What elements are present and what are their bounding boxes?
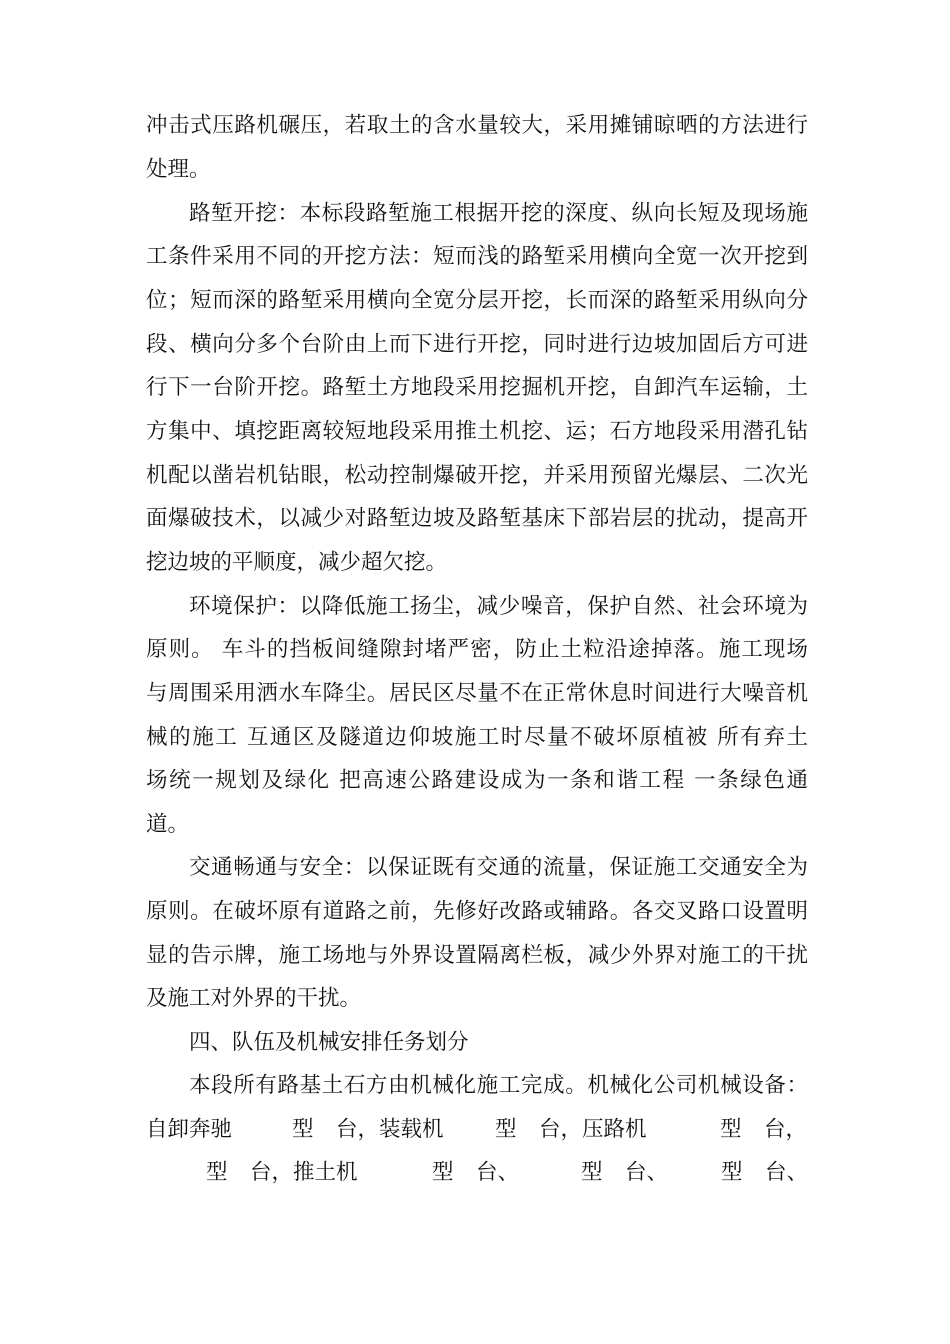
model-label: 型: [721, 1160, 743, 1185]
equipment-row: [146, 1115, 808, 1145]
paragraph-line: 交通畅通与安全：以保证既有交通的流量，保证施工交通安全为: [189, 855, 808, 880]
equipment-label: 自卸奔驰: [146, 1117, 233, 1142]
paragraph-line: 场统一规划及绿化 把高速公路建设成为一条和谐工程 一条绿色通: [146, 768, 808, 793]
paragraph-line: 挖边坡的平顺度，减少超欠挖。: [146, 550, 448, 575]
section-heading: 四、队伍及机械安排任务划分: [189, 1030, 469, 1055]
equipment-label: 台，: [764, 1117, 808, 1142]
paragraph-line: 路堑开挖：本标段路堑施工根据开挖的深度、纵向长短及现场施: [189, 201, 808, 226]
paragraph-line: 道。: [146, 812, 190, 837]
equipment-label: 台、: [476, 1160, 520, 1185]
paragraph-line: 位；短而深的路堑采用横向全宽分层开挖，长而深的路堑采用纵向分: [146, 288, 808, 313]
paragraph-line: 机配以凿岩机钻眼，松动控制爆破开挖，并采用预留光爆层、二次光: [146, 463, 808, 488]
paragraph-line: 面爆破技术，以减少对路堑边坡及路堑基床下部岩层的扰动，提高开: [146, 506, 808, 531]
model-label: 型: [495, 1117, 517, 1142]
paragraph-line: 冲击式压路机碾压，若取土的含水量较大，采用摊铺晾晒的方法进行: [146, 113, 808, 138]
paragraph-line: 工条件采用不同的开挖方法：短而浅的路堑采用横向全宽一次开挖到: [146, 244, 808, 269]
model-label: 型: [720, 1117, 742, 1142]
paragraph-line: 原则。在破坏原有道路之前，先修好改路或辅路。各交叉路口设置明: [146, 899, 808, 924]
paragraph-line: 与周围采用洒水车降尘。居民区尽量不在正常休息时间进行大噪音机: [146, 681, 808, 706]
equipment-label: 台，装载机: [336, 1117, 444, 1142]
paragraph-line: 及施工对外界的干扰。: [146, 986, 362, 1011]
paragraph-line: 械的施工 互通区及隧道边仰坡施工时尽量不破坏原植被 所有弃土: [146, 725, 808, 750]
paragraph-line: 处理。: [146, 157, 211, 182]
equipment-label: 台、: [765, 1160, 808, 1185]
model-label: 型: [292, 1117, 314, 1142]
equipment-label: 台，推土机: [250, 1160, 358, 1185]
paragraph-line: 原则。 车斗的挡板间缝隙封堵严密，防止土粒沿途掉落。施工现场: [146, 637, 808, 662]
equipment-label: 台，压路机: [539, 1117, 647, 1142]
equipment-row: [146, 1158, 808, 1188]
paragraph-line: 本段所有路基土石方由机械化施工完成。机械化公司机械设备：: [189, 1073, 808, 1098]
model-label: 型: [432, 1160, 454, 1185]
paragraph-line: 方集中、填挖距离较短地段采用推土机挖、运；石方地段采用潜孔钻: [146, 419, 808, 444]
equipment-label: 台、: [625, 1160, 669, 1185]
paragraph-line: 环境保护：以降低施工扬尘，减少噪音，保护自然、社会环境为: [189, 594, 808, 619]
model-label: 型: [206, 1160, 228, 1185]
paragraph-line: 显的告示牌，施工场地与外界设置隔离栏板，减少外界对施工的干扰: [146, 943, 808, 968]
model-label: 型: [581, 1160, 603, 1185]
paragraph-line: 段、横向分多个台阶由上而下进行开挖，同时进行边坡加固后方可进: [146, 332, 808, 357]
paragraph-line: 行下一台阶开挖。路堑土方地段采用挖掘机开挖，自卸汽车运输，土: [146, 375, 808, 400]
